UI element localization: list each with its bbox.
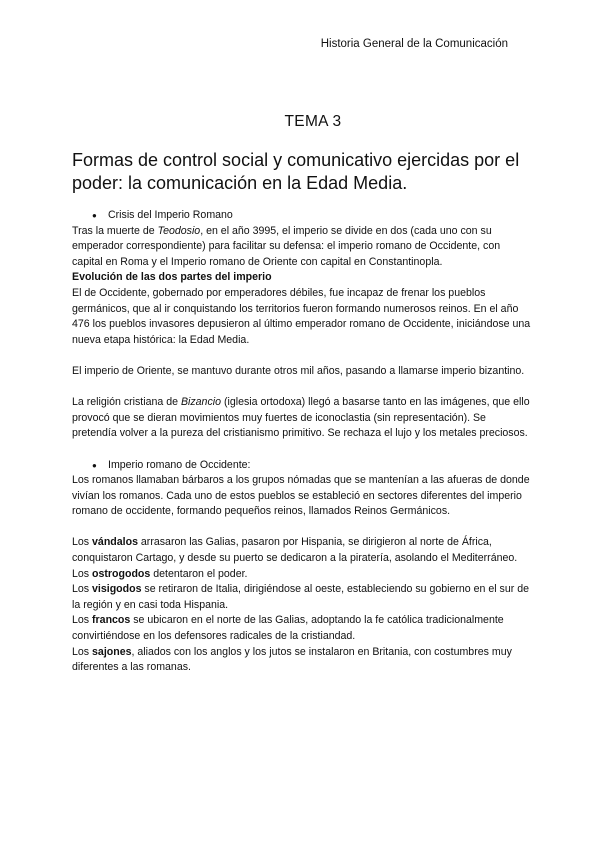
text: , en el año 3995, el imperio se divide en dos (cada uno con su emperador correspondiente) para facilitar su defensa: el imperio romano de Occidente, con capital en Roma y el Imperio romano de Oriente con capital en Constantinopla.: [72, 224, 501, 268]
people-paragraph: [72, 613, 532, 644]
text: se ubicaron en el norte de las Galias, adoptando la fe católica tradicionalmente convirtiéndose en los defensores radicales de la cristiandad.: [72, 614, 504, 643]
bullet-icon: ●: [92, 460, 97, 470]
text: Los: [72, 567, 93, 580]
bullet-item: [72, 208, 532, 224]
italic-text: Bizancio: [180, 396, 221, 409]
paragraph: Los romanos llamaban bárbaros a los grupos nómadas que se mantenían a las afueras de donde vivían los romanos. Cada uno de estos pueblos se estableció en sectores diferentes del imperio romano de occidente, formando pequeños reinos, llamados Reinos Germánicos.: [72, 474, 530, 518]
italic-text: Teodosio: [157, 224, 201, 237]
bullet-text: Imperio romano de Occidente:: [108, 458, 251, 471]
text: Los: [72, 583, 93, 596]
text: , aliados con los anglos y los jutos se instalaron en Britania, con costumbres muy diferentes a las romanas.: [72, 645, 512, 674]
people-name: vándalos: [92, 536, 138, 549]
text: Tras la muerte de: [72, 224, 158, 237]
paragraph: [72, 395, 532, 442]
text: Los: [72, 536, 93, 549]
paragraph: El imperio de Oriente, se mantuvo durante otros mil años, pasando a llamarse imperio bizantino.: [72, 364, 525, 377]
page-title: Formas de control social y comunicativo ejercidas por el poder: la comunicación en la Edad Media.: [72, 150, 520, 193]
text: detentaron el poder.: [150, 567, 248, 580]
people-name: ostrogodos: [92, 567, 151, 580]
people-paragraph: [72, 645, 532, 676]
document-body: [72, 208, 532, 676]
text: se retiraron de Italia, dirigiéndose al oeste, estableciendo su gobierno en el sur de la región y en casi toda Hispania.: [72, 583, 529, 611]
people-name: visigodos: [92, 583, 142, 596]
text: Los: [72, 645, 93, 658]
bullet-text: Crisis del Imperio Romano: [108, 209, 233, 221]
text: Los: [72, 614, 93, 627]
topic-number: TEMA 3: [284, 113, 342, 130]
page-header: Historia General de la Comunicación: [320, 38, 508, 50]
people-paragraph: [72, 582, 532, 613]
people-name: francos: [92, 614, 131, 627]
people-name: sajones: [92, 645, 132, 658]
paragraph: [72, 224, 532, 271]
bullet-icon: ●: [92, 211, 97, 220]
text: (iglesia ortodoxa) llegó a basarse tanto en las imágenes, que ello provocó que se dieran movimientos muy fuertes de iconoclastia (sin representación). Se pretendía volver a la pureza del cristianismo primitivo. Se rechaza el lujo y los metales preciosos.: [72, 396, 530, 440]
text: La religión cristiana de: [72, 396, 181, 409]
text: arrasaron las Galias, pasaron por Hispania, se dirigieron al norte de África, conquistaron Cartago, y desde su puerto se dedicaron a la piratería, asolando el Mediterráneo.: [72, 536, 518, 565]
section-heading: Evolución de las dos partes del imperio: [72, 271, 272, 284]
people-paragraph: [72, 535, 532, 566]
people-paragraph: [72, 567, 532, 583]
paragraph: El de Occidente, gobernado por emperadores débiles, fue incapaz de frenar los pueblos germánicos, que al ir conquistando los territorios fueron formando numerosos reinos. En el año 476 los pueblos invasores depusieron al último emperador romano de Occidente, iniciándose una nueva etapa histórica: la Edad Media.: [72, 286, 531, 346]
bullet-item: [72, 458, 532, 474]
